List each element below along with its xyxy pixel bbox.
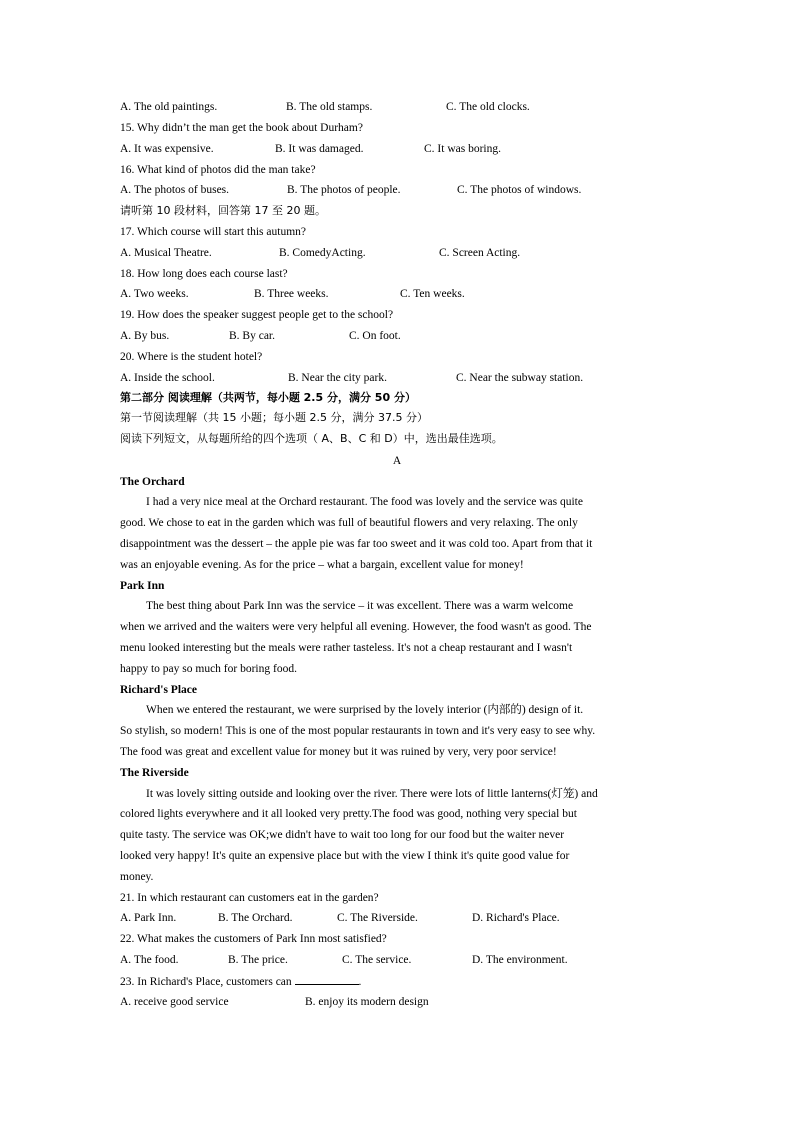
q16-question: 16. What kind of photos did the man take? <box>120 164 316 176</box>
q22-option-a: A. The food. <box>120 954 179 966</box>
q21-option-d: D. Richard's Place. <box>472 912 560 924</box>
q23-option-b: B. enjoy its modern design <box>305 996 429 1008</box>
q17-option-c: C. Screen Acting. <box>439 247 521 259</box>
answer-blank <box>295 974 359 985</box>
q19-question: 19. How does the speaker suggest people get to the school? <box>120 309 394 321</box>
q17-option-b: B. ComedyActing. <box>279 247 366 259</box>
review-line: I had a very nice meal at the Orchard restaurant. The food was lovely and the service was quite <box>146 496 583 508</box>
q22-question: 22. What makes the customers of Park Inn most satisfied? <box>120 933 387 945</box>
q20-option-a: A. Inside the school. <box>120 372 215 384</box>
review-line: looked very happy! It's quite an expensive place but with the view I think it's quite good value for <box>120 850 570 862</box>
review-line: happy to pay so much for boring food. <box>120 663 297 675</box>
q23-question-row: 23. In Richard's Place, customers can . <box>120 976 362 988</box>
review-line: The best thing about Park Inn was the service – it was excellent. There was a warm welcome <box>146 600 574 612</box>
q21-option-c: C. The Riverside. <box>337 912 418 924</box>
review-line: good. We chose to eat in the garden which was full of beautiful flowers and very relaxing. The only <box>120 517 578 529</box>
q16-option-c: C. The photos of windows. <box>457 184 582 196</box>
review-title-park-inn: Park Inn <box>120 580 165 592</box>
q15-option-c: C. It was boring. <box>424 143 501 155</box>
q19-option-c: C. On foot. <box>349 330 401 342</box>
review-title-richards-place: Richard's Place <box>120 684 197 696</box>
q21-option-a: A. Park Inn. <box>120 912 177 924</box>
q15-question: 15. Why didn’t the man get the book about Durham? <box>120 122 363 134</box>
passage-label: A <box>392 455 402 467</box>
q14-option-b: B. The old stamps. <box>286 101 373 113</box>
q22-option-d: D. The environment. <box>472 954 568 966</box>
q16-option-a: A. The photos of buses. <box>120 184 230 196</box>
review-line: disappointment was the dessert – the apple pie was far too sweet and it was cold too. Apart from that it <box>120 538 593 550</box>
review-title-orchard: The Orchard <box>120 476 185 488</box>
q23-option-a: A. receive good service <box>120 996 229 1008</box>
q22-option-b: B. The price. <box>228 954 288 966</box>
reading-instruction: 阅读下列短文，从每题所给的四个选项（ A、B、C 和 D）中，选出最佳选项。 <box>120 432 503 445</box>
review-line: So stylish, so modern! This is one of the most popular restaurants in town and it's very easy to see why. <box>120 725 596 737</box>
q14-option-a: A. The old paintings. <box>120 101 218 113</box>
review-title-riverside: The Riverside <box>120 767 189 779</box>
q18-question: 18. How long does each course last? <box>120 268 288 280</box>
q19-option-b: B. By car. <box>229 330 275 342</box>
q22-option-c: C. The service. <box>342 954 412 966</box>
q17-question: 17. Which course will start this autumn? <box>120 226 306 238</box>
q17-option-a: A. Musical Theatre. <box>120 247 212 259</box>
q20-question: 20. Where is the student hotel? <box>120 351 263 363</box>
q14-option-c: C. The old clocks. <box>446 101 530 113</box>
listening-instruction: 请听第 10 段材料，回答第 17 至 20 题。 <box>120 204 326 217</box>
review-line: menu looked interesting but the meals were rather tasteless. It's not a cheap restaurant and I wasn't <box>120 642 573 654</box>
q20-option-c: C. Near the subway station. <box>456 372 584 384</box>
q21-question: 21. In which restaurant can customers eat in the garden? <box>120 892 379 904</box>
part2-heading: 第二部分 阅读理解（共两节，每小题 2.5 分，满分 50 分） <box>120 391 416 404</box>
q15-option-a: A. It was expensive. <box>120 143 214 155</box>
q16-option-b: B. The photos of people. <box>287 184 401 196</box>
review-line: when we arrived and the waiters were very helpful all evening. However, the food wasn't as good. The <box>120 621 592 633</box>
q18-option-b: B. Three weeks. <box>254 288 329 300</box>
review-line: It was lovely sitting outside and looking over the river. There were lots of little lanterns(灯笼) and <box>146 788 598 800</box>
q20-option-b: B. Near the city park. <box>288 372 387 384</box>
review-line: money. <box>120 871 154 883</box>
review-line: The food was great and excellent value for money but it was ruined by very, very poor service! <box>120 746 557 758</box>
q18-option-c: C. Ten weeks. <box>400 288 465 300</box>
q18-option-a: A. Two weeks. <box>120 288 189 300</box>
q21-option-b: B. The Orchard. <box>218 912 293 924</box>
q19-option-a: A. By bus. <box>120 330 170 342</box>
review-line: was an enjoyable evening. As for the price – what a bargain, excellent value for money! <box>120 559 524 571</box>
q23-question: 23. In Richard's Place, customers can <box>120 976 292 988</box>
q15-option-b: B. It was damaged. <box>275 143 364 155</box>
review-line: colored lights everywhere and it all looked very pretty.The food was good, nothing very special but <box>120 808 577 820</box>
section1-heading: 第一节阅读理解（共 15 小题；每小题 2.5 分，满分 37.5 分） <box>120 411 428 424</box>
review-line: quite tasty. The service was OK;we didn't have to wait too long for our food but the waiter never <box>120 829 565 841</box>
review-line: When we entered the restaurant, we were surprised by the lovely interior (内部的) design of it. <box>146 704 584 716</box>
